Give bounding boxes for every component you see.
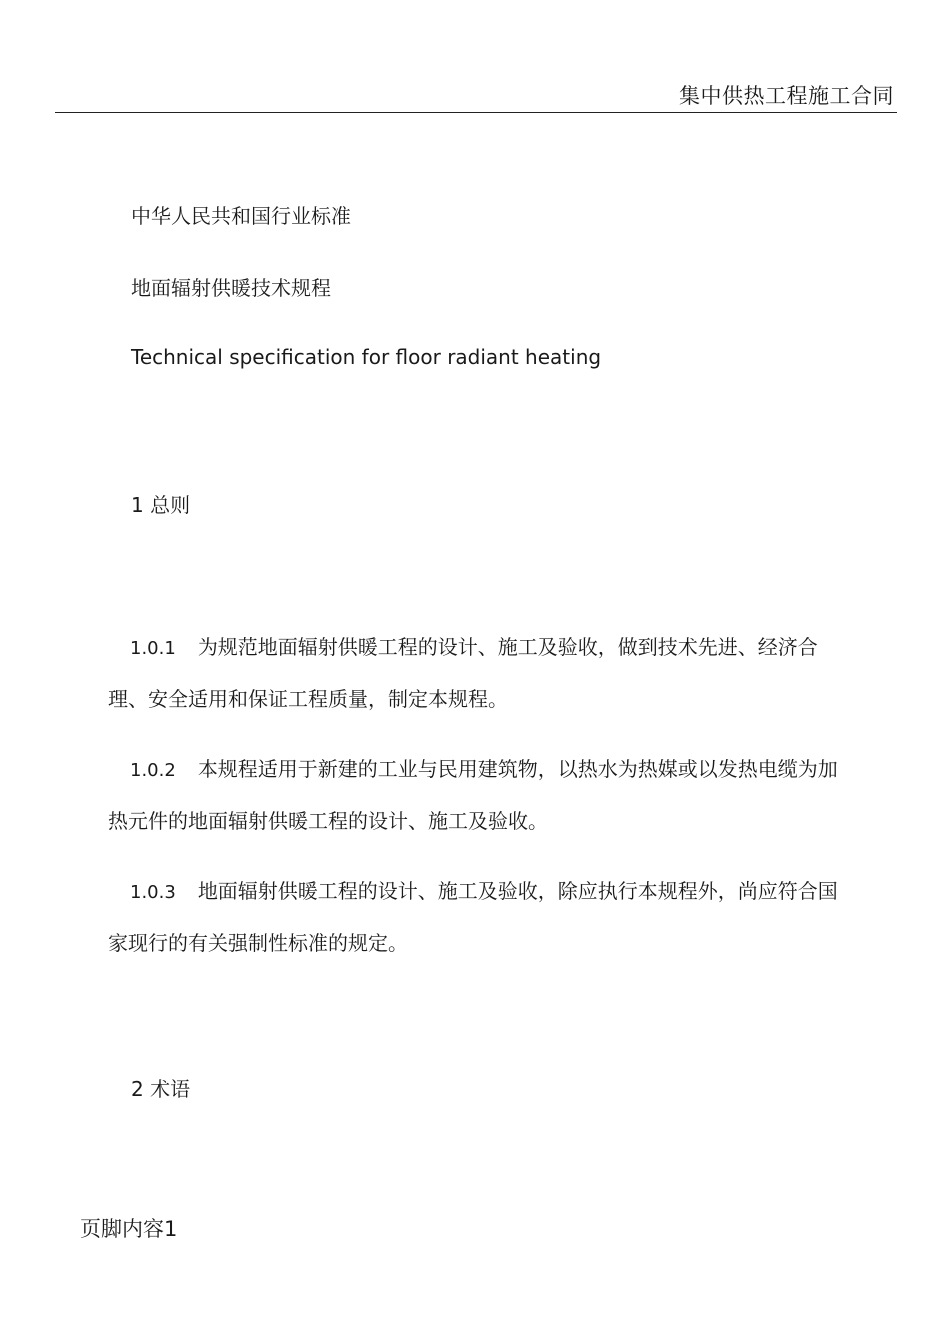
section-2-heading: 2 术语 xyxy=(131,1077,191,1101)
page-footer: 页脚内容1 xyxy=(80,1217,178,1241)
document-title-cn: 地面辐射供暖技术规程 xyxy=(131,276,331,300)
header-title: 集中供热工程施工合同 xyxy=(679,84,894,108)
clause-1-0-1 xyxy=(108,622,846,724)
standard-line: 中华人民共和国行业标准 xyxy=(131,204,351,228)
clause-number: 1.0.3 xyxy=(130,882,176,903)
section-1-heading: 1 总则 xyxy=(131,493,191,517)
clause-text: 为规范地面辐射供暖工程的设计、施工及验收，做到技术先进、经济合理、安全适用和保证工程质量，制定本规程。 xyxy=(108,635,818,711)
clause-number: 1.0.1 xyxy=(130,638,176,659)
header-divider xyxy=(55,112,897,113)
clause-number: 1.0.2 xyxy=(130,760,176,781)
clause-1-0-2 xyxy=(108,744,846,846)
clause-text: 本规程适用于新建的工业与民用建筑物，以热水为热媒或以发热电缆为加热元件的地面辐射供暖工程的设计、施工及验收。 xyxy=(108,757,838,833)
document-title-en: Technical specification for floor radiant heating xyxy=(131,345,602,369)
clause-text: 地面辐射供暖工程的设计、施工及验收，除应执行本规程外，尚应符合国家现行的有关强制性标准的规定。 xyxy=(108,879,838,955)
clause-1-0-3 xyxy=(108,866,846,968)
